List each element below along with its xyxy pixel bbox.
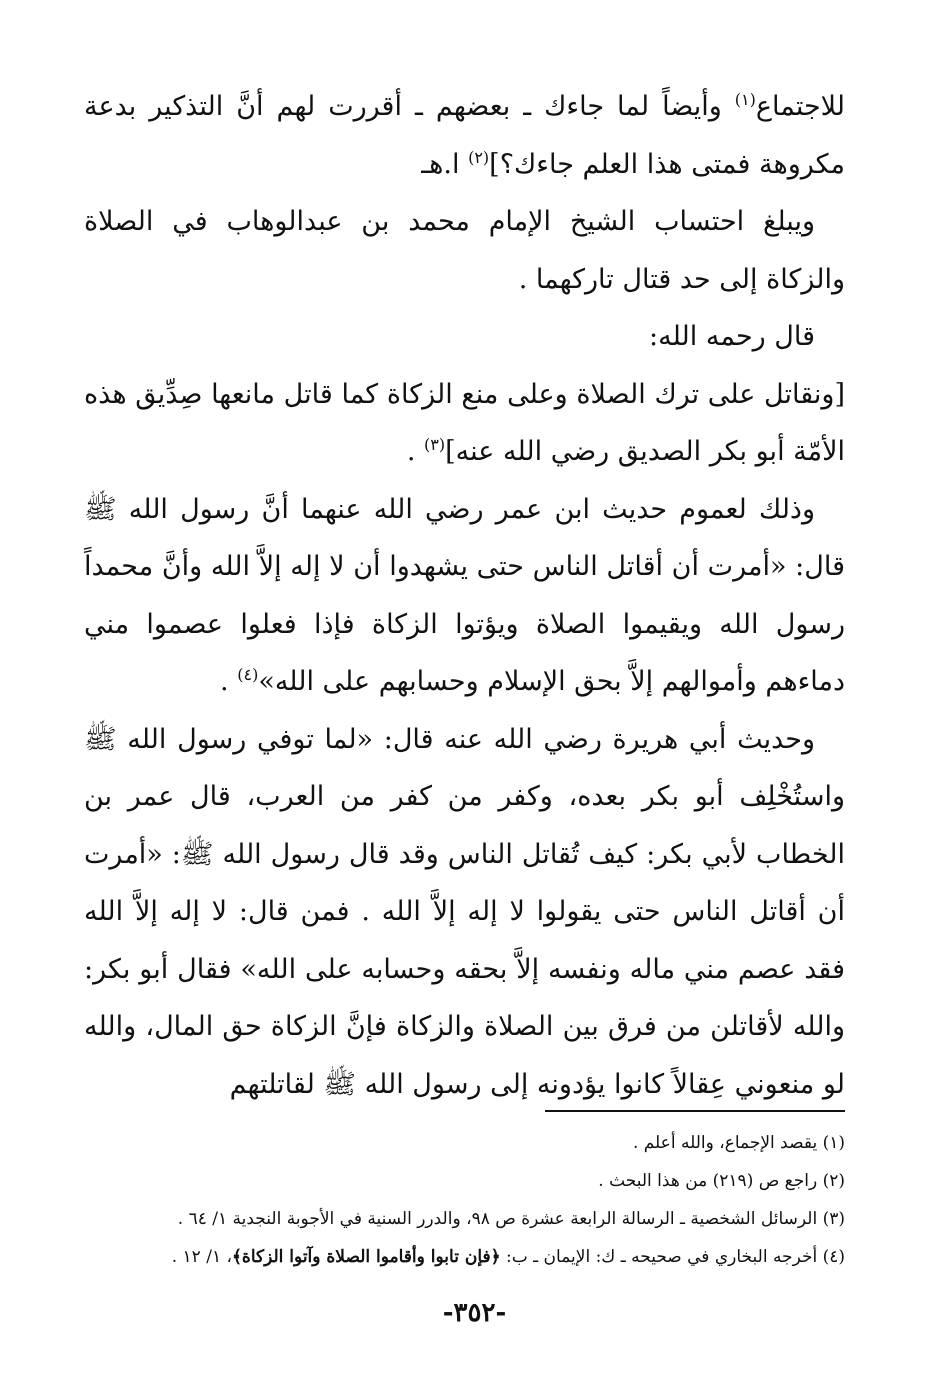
footnote-text: (١) يقصد الإجماع، والله أعلم . [632, 1133, 845, 1153]
footnote-ref-3[interactable]: (٣) [424, 435, 446, 454]
text-run: [ونقاتل على ترك الصلاة وعلى منع الزكاة كما قاتل مانعها صِدِّيق هذه الأمّة أبو بكر الصديق رضي الله عنه] [84, 378, 845, 467]
footnote-2 [84, 1162, 845, 1200]
quran-verse: ﴿فإن تابوا وأقاموا الصلاة وآتوا الزكاة﴾ [231, 1247, 501, 1267]
footnote-text: (٢) راجع ص (٢١٩) من هذا البحث . [598, 1171, 845, 1191]
footnote-text: (٤) أخرجه البخاري في صحيحه ـ ك: الإيمان ـ ب: [500, 1247, 845, 1267]
footnote-ref-1[interactable]: (١) [734, 90, 756, 109]
footnote-ref-2[interactable]: (٢) [468, 147, 490, 167]
footnote-4 [84, 1238, 845, 1276]
text-run: . [406, 436, 425, 467]
text-run: قال رحمه الله: [649, 321, 815, 352]
paragraph-4-quote [84, 366, 845, 481]
text-run: وأيضاً لما جاءك ـ بعضهم ـ أقررت لهم أنَّ التذكير بدعة مكروهة فمتى هذا العلم جاءك؟] [84, 91, 845, 180]
paragraph-6 [84, 711, 845, 1114]
paragraph-1 [84, 78, 845, 193]
text-run: وذلك لعموم حديث ابن عمر رضي الله عنهما أنَّ رسول الله ﷺ قال: «أمرت أن أقاتل الناس حتى يشهدوا أن لا إله إلاَّ الله وأنَّ محمداً رسول الله ويقيموا الصلاة ويؤتوا الزكاة فإذا فعلوا عصموا مني دماءهم وأموالهم إلاَّ بحق الإسلام وحسابهم على الله» [84, 493, 845, 697]
footnote-text: ، ١/ ١٢ . [171, 1247, 232, 1267]
footnote-1 [84, 1124, 845, 1162]
paragraph-3 [84, 308, 845, 366]
paragraph-5 [84, 481, 845, 711]
text-run: وحديث أبي هريرة رضي الله عنه قال: «لما توفي رسول الله ﷺ واستُخْلِف أبو بكر بعده، وكفر من كفر من العرب، قال عمر بن الخطاب لأبي بكر: كيف تُقاتل الناس وقد قال رسول الله ﷺ: «أمرت أن أقاتل الناس حتى يقولوا لا إله إلاَّ الله . فمن قال: لا إله إلاَّ الله فقد عصم مني ماله ونفسه إلاَّ بحقه وحسابه على الله» فقال أبو بكر: والله لأقاتلن من فرق بين الصلاة والزكاة فإنَّ الزكاة حق المال، والله لو منعوني عِقالاً كانوا يؤدونه إلى رسول الله ﷺ لقاتلتهم [84, 723, 845, 1100]
text-run: . [220, 666, 238, 697]
paragraph-2 [84, 193, 845, 308]
footnote-3 [84, 1200, 845, 1238]
footnotes [84, 1124, 845, 1276]
main-text [84, 78, 845, 1113]
text-run: ا.هـ [421, 148, 469, 180]
page-number: -٣٥٢- [442, 1298, 507, 1328]
text-run: للاجتماع [755, 91, 845, 122]
footnote-divider [545, 1110, 845, 1112]
footnote-text: (٣) الرسائل الشخصية ـ الرسالة الرابعة عشرة ص ٩٨، والدرر السنية في الأجوبة النجدية ١/ ٦٤ . [177, 1209, 845, 1229]
text-run: ويبلغ احتساب الشيخ الإمام محمد بن عبدالوهاب في الصلاة والزكاة إلى حد قتال تاركهما . [84, 206, 845, 295]
footnote-ref-4[interactable]: (٤) [237, 665, 259, 684]
